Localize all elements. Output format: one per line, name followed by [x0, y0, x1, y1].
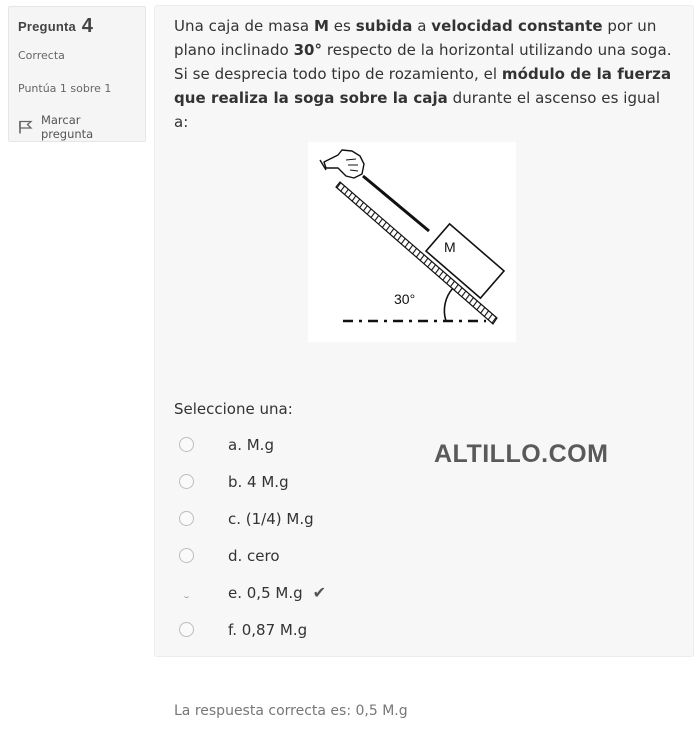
answer-option[interactable]: [179, 611, 326, 648]
answer-radio[interactable]: [179, 548, 194, 563]
answer-option-label: a. M.g: [228, 435, 274, 454]
question-text-segment: durante el ascenso es igual a:: [174, 89, 661, 131]
answer-option-label: b. 4 M.g: [228, 472, 289, 491]
question-number-heading: [18, 15, 136, 38]
angle-label: 30°: [394, 291, 416, 307]
question-text-segment: es: [328, 17, 356, 35]
answer-option-label: d. cero: [228, 546, 280, 565]
answer-options: [179, 426, 326, 648]
flag-question-label: Marcar pregunta: [40, 113, 94, 141]
question-grade: Puntúa 1 sobre 1: [18, 82, 112, 95]
question-text-segment: velocidad constante: [431, 17, 603, 35]
answer-option[interactable]: [179, 426, 326, 463]
question-text-segment: a: [412, 17, 432, 35]
correct-answer-feedback: La respuesta correcta es: 0,5 M.g: [174, 703, 408, 719]
box-mass-label: M: [444, 239, 456, 255]
flag-question-link[interactable]: [18, 113, 136, 141]
question-text-segment: por un plano inclinado: [174, 17, 657, 59]
question-text-segment: subida: [355, 17, 413, 35]
answer-radio[interactable]: [179, 585, 194, 600]
question-state: Correcta: [18, 49, 65, 62]
answer-option[interactable]: [179, 574, 326, 611]
question-text-segment: 30°: [293, 41, 323, 59]
angle-arc: [444, 288, 453, 321]
watermark: ALTILLO.COM: [434, 440, 609, 468]
box-mass: [426, 224, 504, 298]
answer-option-label: f. 0,87 M.g: [228, 620, 308, 639]
answer-option-label: c. (1/4) M.g: [228, 509, 314, 528]
question-label: Pregunta: [18, 19, 76, 34]
question-number: 4: [81, 15, 94, 37]
answer-radio[interactable]: [179, 437, 194, 452]
answer-option[interactable]: [179, 500, 326, 537]
check-icon: ✔: [312, 583, 327, 602]
answer-radio[interactable]: [179, 474, 194, 489]
answer-option-label: e. 0,5 M.g: [228, 583, 303, 602]
question-text-segment: M: [313, 17, 329, 35]
question-text-segment: respecto de la horizontal utilizando una soga. Si se desprecia todo tipo de rozamiento, el: [174, 41, 672, 83]
question-text: [174, 14, 679, 134]
question-text-segment: módulo de la fuerza que realiza la soga sobre la caja: [174, 65, 672, 107]
answer-option[interactable]: [179, 463, 326, 500]
question-text-segment: Una caja de masa: [174, 17, 314, 35]
hand-icon: [320, 150, 364, 178]
flag-icon: [18, 120, 33, 134]
answer-radio[interactable]: [179, 511, 194, 526]
answer-radio[interactable]: [179, 622, 194, 637]
rope: [363, 176, 429, 231]
question-content: [154, 5, 694, 657]
answer-option[interactable]: [179, 537, 326, 574]
inclined-plane-diagram: [308, 142, 516, 342]
inclined-plane-figure: [308, 142, 516, 342]
question-info-panel: [8, 6, 146, 142]
answer-prompt: Seleccione una:: [174, 400, 293, 418]
